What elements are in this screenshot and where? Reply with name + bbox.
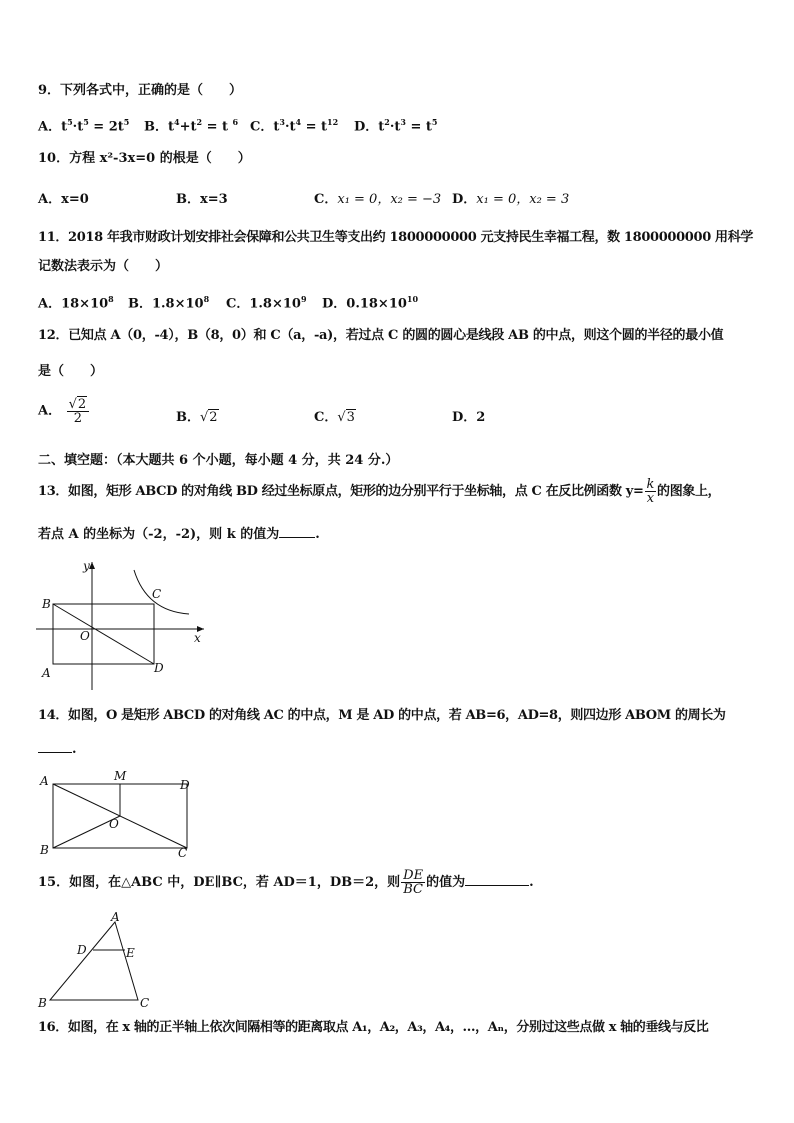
q12-line2: 是（ ） [38, 364, 104, 379]
q12-option-d: D．2 [452, 410, 486, 425]
q13-label-x: x [194, 631, 201, 645]
q15-label-a: A [111, 910, 120, 924]
q9-option-c: C．$t^3\cdot t^4 = t^{12}$ [250, 117, 339, 135]
q15-frac: $\frac{DE}{BC}$ [403, 868, 424, 897]
q15-figure [34, 908, 160, 1012]
q13-frac: $\frac{k}{x}$ [646, 477, 655, 506]
q14-line2: . [38, 740, 77, 759]
q12-option-a: A． $\frac{√2}{2}$ [38, 398, 90, 425]
q15-label-b: B [38, 996, 47, 1010]
q15-label-c: C [140, 996, 150, 1010]
y-axis-arrow-icon [89, 562, 95, 569]
q11-option-a: A．$18\times 10^8$ [38, 294, 114, 312]
q15-answer-blank [465, 873, 529, 886]
section-heading: 二、填空题：（本大题共 6 个小题，每小题 4 分，共 24 分.） [38, 453, 399, 468]
q13-hyperbola [134, 570, 189, 614]
q13-figure [34, 558, 206, 694]
q9-option-d: D．$t^2\cdot t^3 = t^5$ [354, 117, 438, 135]
q15-label-d: D [77, 943, 87, 957]
q10-option-d-expr: x₁ = 0，x₂ = 3 [476, 192, 570, 207]
q13-line1: 13．如图，矩形 ABCD 的对角线 BD 经过坐标原点，矩形的边分别平行于坐标轴，点 C 在反比例函数 y= $\frac{k}{x}$ 的图象上， [38, 477, 721, 506]
q10-option-c: C．x₁ = 0，x₂ = −3 [314, 192, 442, 207]
q10-option-c-expr: x₁ = 0，x₂ = −3 [337, 192, 442, 207]
q11-option-b: B．$1.8\times 10^8$ [128, 294, 210, 312]
q9-stem: 9．下列各式中，正确的是（ ） [38, 83, 243, 98]
q15-label-e: E [126, 946, 135, 960]
q11-line1: 11．2018 年我市财政计划安排社会保障和公共卫生等支出约 1800000000 元支持民生幸福工程，数 1800000000 用科学 [38, 230, 754, 245]
q13-label-c: C [152, 587, 162, 601]
q14-label-a: A [40, 774, 49, 788]
q13-label-o: O [80, 629, 90, 643]
q13-diagonal-bd [53, 604, 154, 664]
q9-option-a: A．$t^5\cdot t^5 = 2t^5$ [38, 117, 130, 135]
q14-figure [34, 768, 200, 860]
q14-line1: 14．如图，O 是矩形 ABCD 的对角线 AC 的中点，M 是 AD 的中点，若 AB=6，AD=8，则四边形 ABOM 的周长为 [38, 708, 726, 723]
q11-option-c: C．$1.8\times 10^9$ [226, 294, 307, 312]
q14-label-o: O [109, 817, 119, 831]
q12-option-c: C．√3 [314, 410, 355, 425]
q14-label-m: M [114, 769, 127, 783]
q10-option-a: A．x=0 [38, 192, 89, 207]
q14-label-c: C [178, 846, 188, 860]
q13-label-b: B [42, 597, 51, 611]
q14-label-b: B [40, 843, 49, 857]
q13-line2: 若点 A 的坐标为（-2，-2)，则 k 的值为 . [38, 527, 320, 542]
q9-option-b: B．$t^4+t^2 = t$ $^6$ [144, 117, 239, 135]
q12-option-a-frac: $\frac{√2}{2}$ [67, 398, 90, 425]
q15-triangle [50, 922, 138, 1000]
q10-option-d: D．x₁ = 0，x₂ = 3 [452, 192, 570, 207]
q13-label-a: A [42, 666, 51, 680]
q11-line2: 记数法表示为（ ） [38, 259, 169, 274]
q14-answer-blank [38, 740, 72, 753]
q10-stem: 10．方程 x²-3x=0 的根是（ ） [38, 151, 251, 166]
q14-label-d: D [180, 778, 190, 792]
q11-option-d: D．$0.18\times 10^{10}$ [322, 294, 419, 312]
q13-answer-blank [279, 525, 315, 538]
q15-line: 15．如图，在△ABC 中，DE∥BC，若 AD＝1，DB＝2，则 $\frac{DE}{BC}$ 的值为 . [38, 868, 534, 897]
q12-line1: 12．已知点 A（0，-4），B（8，0）和 C（a，-a)，若过点 C 的圆的圆心是线段 AB 的中点，则这个圆的半径的最小值 [38, 328, 724, 343]
q12-option-b: B．√2 [176, 410, 218, 425]
q13-label-d: D [154, 661, 164, 675]
q13-label-y: y [83, 559, 90, 573]
q10-option-b: B．x=3 [176, 192, 228, 207]
q16-line1: 16．如图，在 x 轴的正半轴上依次间隔相等的距离取点 A₁，A₂，A₃，A₄，…，Aₙ，分别过这些点做 x 轴的垂线与反比 [38, 1020, 709, 1035]
